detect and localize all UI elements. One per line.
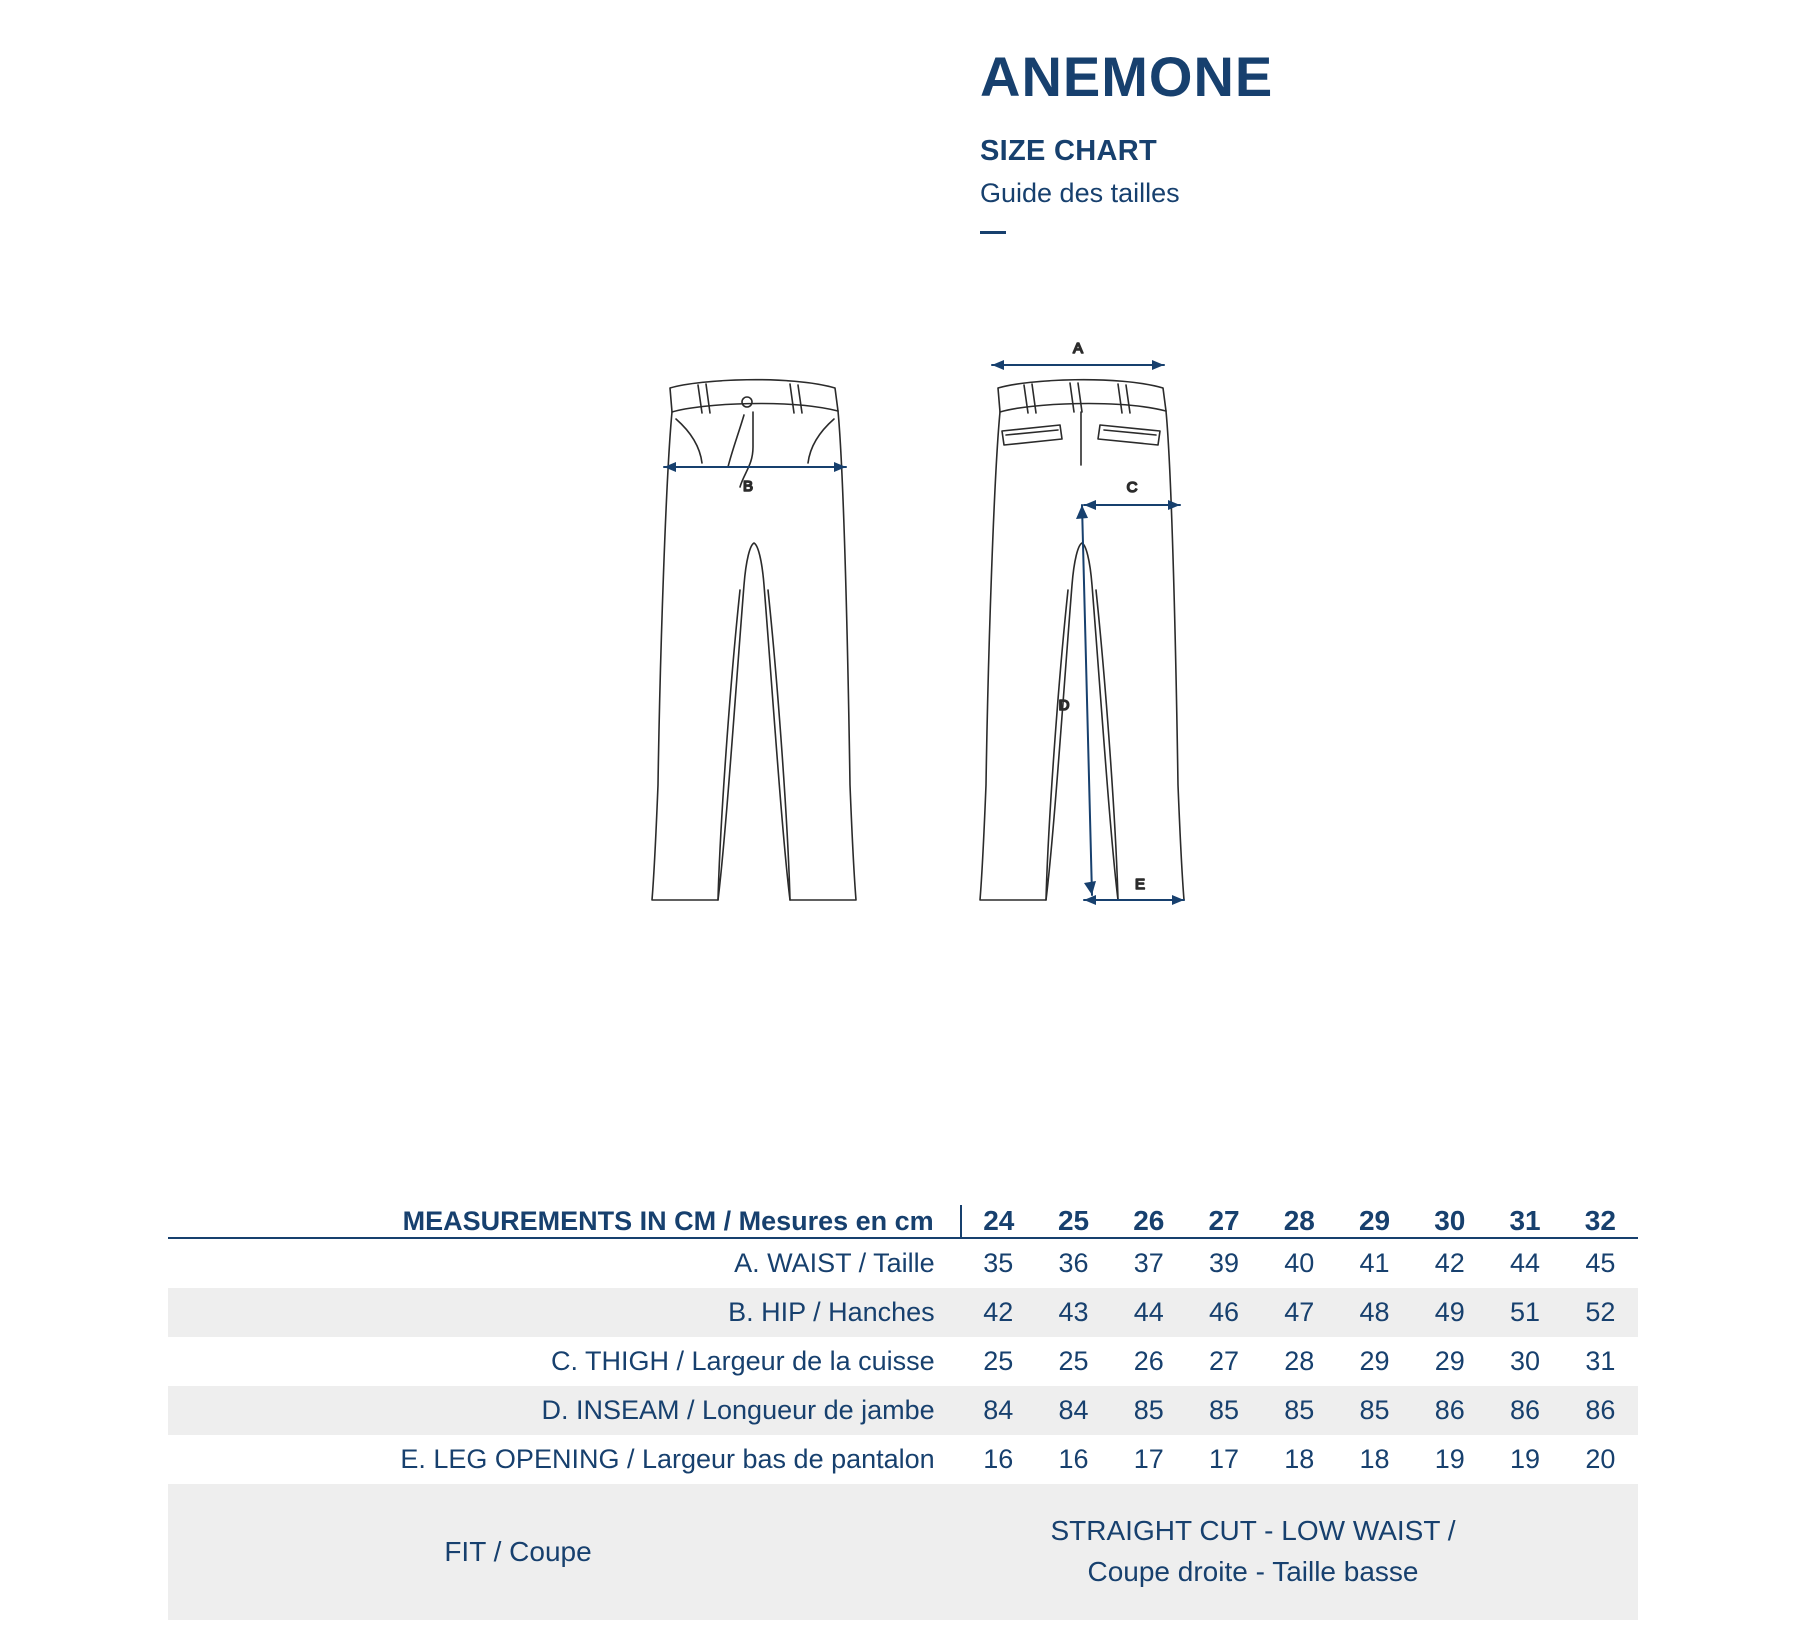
cell-thigh-29: 29 <box>1359 1346 1390 1376</box>
size-header-30: 30 <box>1412 1205 1487 1238</box>
table-header-row <box>168 1205 1638 1238</box>
table-row <box>168 1288 1638 1337</box>
cell-hip-24: 42 <box>961 1288 1036 1337</box>
label-b: B <box>742 478 754 495</box>
row-label-hip: B. HIP / Hanches <box>168 1288 961 1337</box>
cell-leg-opening-30: 19 <box>1434 1444 1465 1474</box>
size-header-25: 25 <box>1036 1205 1111 1238</box>
cell-hip-27: 46 <box>1186 1288 1261 1337</box>
cell-hip-31: 51 <box>1487 1288 1562 1337</box>
cell-thigh-31: 30 <box>1510 1346 1541 1376</box>
cell-waist-26: 37 <box>1133 1248 1164 1278</box>
cell-leg-opening-25: 16 <box>1058 1444 1089 1474</box>
back-view-drawing <box>980 380 1184 900</box>
fit-label: FIT / Coupe <box>444 1536 592 1567</box>
cell-thigh-26: 26 <box>1133 1346 1164 1376</box>
cell-inseam-28: 85 <box>1262 1386 1337 1435</box>
measure-e-arrow <box>1084 895 1184 905</box>
label-a: A <box>1072 340 1084 357</box>
fit-value <box>868 1511 1638 1592</box>
cell-waist-28: 40 <box>1284 1248 1315 1278</box>
cell-inseam-26: 85 <box>1111 1386 1186 1435</box>
size-header-26: 26 <box>1111 1205 1186 1238</box>
cell-hip-30: 49 <box>1412 1288 1487 1337</box>
cell-thigh-28: 28 <box>1284 1346 1315 1376</box>
page-title-fr: Guide des tailles <box>980 177 1180 208</box>
cell-leg-opening-24: 16 <box>983 1444 1014 1474</box>
table-row <box>168 1238 1638 1288</box>
cell-thigh-32: 31 <box>1585 1346 1616 1376</box>
table-header-label: MEASUREMENTS IN CM / Mesures en cm <box>168 1205 961 1238</box>
fit-cell <box>168 1484 1638 1620</box>
cell-leg-opening-26: 17 <box>1133 1444 1164 1474</box>
row-label-leg-opening: E. LEG OPENING / Largeur bas de pantalon <box>400 1444 935 1474</box>
measure-d-arrow <box>1076 505 1096 895</box>
cell-inseam-30: 86 <box>1412 1386 1487 1435</box>
trousers-diagram <box>640 340 1340 995</box>
table-row <box>168 1386 1638 1435</box>
cell-hip-25: 43 <box>1036 1288 1111 1337</box>
cell-inseam-31: 86 <box>1487 1386 1562 1435</box>
front-view-drawing <box>652 380 856 900</box>
cell-leg-opening-28: 18 <box>1284 1444 1315 1474</box>
cell-inseam-24: 84 <box>961 1386 1036 1435</box>
size-header-32: 32 <box>1563 1205 1638 1238</box>
fit-row <box>168 1484 1638 1620</box>
measure-a-arrow <box>992 360 1164 370</box>
brand-title: ANEMONE <box>980 45 1274 108</box>
cell-leg-opening-27: 17 <box>1209 1444 1240 1474</box>
cell-inseam-25: 84 <box>1036 1386 1111 1435</box>
cell-waist-30: 42 <box>1434 1248 1465 1278</box>
size-header-29: 29 <box>1337 1205 1412 1238</box>
size-table-wrapper <box>168 1205 1638 1620</box>
row-label-thigh: C. THIGH / Largeur de la cuisse <box>551 1346 935 1376</box>
cell-inseam-32: 86 <box>1563 1386 1638 1435</box>
cell-hip-29: 48 <box>1337 1288 1412 1337</box>
page-title: SIZE CHART <box>980 134 1157 167</box>
cell-waist-29: 41 <box>1359 1248 1390 1278</box>
measure-c-arrow <box>1084 500 1180 510</box>
cell-thigh-30: 29 <box>1434 1346 1465 1376</box>
fit-value-fr: Coupe droite - Taille basse <box>1087 1556 1419 1587</box>
fit-value-en: STRAIGHT CUT - LOW WAIST / <box>1050 1515 1456 1547</box>
table-row <box>168 1435 1638 1484</box>
size-table <box>168 1205 1638 1620</box>
cell-thigh-25: 25 <box>1058 1346 1089 1376</box>
label-e: E <box>1134 876 1146 893</box>
cell-leg-opening-29: 18 <box>1359 1444 1390 1474</box>
cell-waist-31: 44 <box>1510 1248 1541 1278</box>
table-row <box>168 1337 1638 1386</box>
size-header-28: 28 <box>1262 1205 1337 1238</box>
cell-waist-32: 45 <box>1585 1248 1616 1278</box>
title-divider <box>980 231 1006 234</box>
label-c: C <box>1126 479 1138 496</box>
row-label-inseam: D. INSEAM / Longueur de jambe <box>168 1386 961 1435</box>
label-d: D <box>1058 697 1070 714</box>
measure-b-arrow <box>664 462 846 472</box>
cell-waist-24: 35 <box>983 1248 1014 1278</box>
cell-thigh-24: 25 <box>983 1346 1014 1376</box>
cell-waist-27: 39 <box>1209 1248 1240 1278</box>
cell-hip-32: 52 <box>1563 1288 1638 1337</box>
cell-inseam-29: 85 <box>1337 1386 1412 1435</box>
cell-thigh-27: 27 <box>1209 1346 1240 1376</box>
cell-hip-28: 47 <box>1262 1288 1337 1337</box>
cell-leg-opening-31: 19 <box>1510 1444 1541 1474</box>
size-header-27: 27 <box>1186 1205 1261 1238</box>
cell-waist-25: 36 <box>1058 1248 1089 1278</box>
page-header <box>980 45 1680 234</box>
cell-inseam-27: 85 <box>1186 1386 1261 1435</box>
size-header-31: 31 <box>1487 1205 1562 1238</box>
cell-leg-opening-32: 20 <box>1585 1444 1616 1474</box>
cell-hip-26: 44 <box>1111 1288 1186 1337</box>
row-label-waist: A. WAIST / Taille <box>734 1248 935 1278</box>
size-header-24: 24 <box>961 1205 1036 1238</box>
